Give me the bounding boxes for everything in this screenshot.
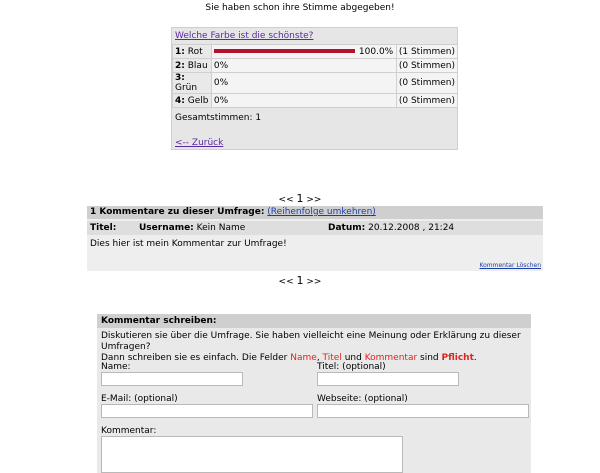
pagination-top: [0, 192, 600, 205]
back-link[interactable]: <-- Zurück: [175, 138, 224, 148]
email-label: E-Mail: (optional): [101, 394, 178, 404]
reverse-order-link[interactable]: (Reihenfolge umkehren): [267, 207, 376, 217]
option-number: 1:: [175, 46, 185, 57]
comment-meta: [87, 221, 543, 235]
comment-date: 20.12.2008 , 21:24: [368, 223, 455, 233]
option-votes: (0 Stimmen): [396, 73, 457, 94]
poll-option-row: [173, 45, 458, 59]
intro-text: Dann schreiben sie es einfach. Die Felder: [101, 353, 291, 363]
name-input[interactable]: [101, 372, 243, 386]
option-percent: 0%: [213, 78, 229, 88]
comment-date-label: Datum:: [328, 223, 366, 233]
form-heading: Kommentar schreiben:: [101, 316, 217, 326]
title-label: Titel: (optional): [317, 362, 386, 372]
comment-username-label: Username:: [139, 223, 194, 233]
option-name: Grün: [175, 83, 198, 93]
prev-page-link[interactable]: <<: [278, 195, 294, 205]
required-field-comment: Kommentar: [364, 353, 418, 363]
option-percent: 0%: [213, 60, 229, 71]
required-field-title: Titel: [322, 353, 342, 363]
option-votes: (1 Stimmen): [396, 45, 457, 59]
name-label: Name:: [101, 362, 131, 372]
intro-text: und: [341, 353, 365, 363]
required-field-name: Name: [290, 353, 317, 363]
option-number: 3:: [175, 73, 185, 83]
option-number: 4:: [175, 95, 185, 106]
prev-page-link[interactable]: <<: [278, 277, 294, 287]
form-intro: [101, 331, 529, 364]
form-header: [97, 314, 531, 328]
next-page-link[interactable]: >>: [306, 277, 322, 287]
website-input[interactable]: [317, 404, 529, 418]
poll-bar: [214, 49, 355, 53]
poll-results: [171, 27, 458, 150]
poll-results-table: [172, 44, 458, 108]
website-label: Webseite: (optional): [317, 394, 408, 404]
option-percent: 0%: [213, 95, 229, 106]
option-name: Gelb: [187, 95, 209, 106]
poll-option-row: [173, 73, 458, 94]
email-input[interactable]: [101, 404, 313, 418]
current-page: 1: [296, 192, 304, 205]
comments-header: [87, 206, 543, 219]
title-input[interactable]: [317, 372, 459, 386]
required-word: Pflicht: [441, 353, 474, 363]
option-name: Blau: [187, 60, 208, 71]
option-percent: 100.0%: [358, 46, 394, 57]
comments-section: [87, 206, 543, 271]
pagination-bottom: [0, 274, 600, 287]
intro-text: ,: [316, 353, 323, 363]
comment-label: Kommentar:: [101, 426, 157, 436]
intro-text: .: [473, 353, 477, 363]
comments-count: 1 Kommentare zu dieser Umfrage:: [90, 207, 265, 217]
option-number: 2:: [175, 60, 185, 71]
comment-title-label: Titel:: [90, 223, 117, 233]
intro-text: Diskutieren sie über die Umfrage. Sie haben vielleicht eine Meinung oder Erklärung zu dieser Umfragen?: [101, 331, 521, 352]
comment-textarea[interactable]: [101, 436, 403, 473]
comment-username: Kein Name: [196, 223, 246, 233]
total-votes: Gesamtstimmen: 1: [175, 113, 262, 123]
comment-body: Dies hier ist mein Kommentar zur Umfrage!: [90, 239, 287, 249]
vote-notice: Sie haben schon ihre Stimme abgegeben!: [205, 3, 395, 13]
option-votes: (0 Stimmen): [396, 94, 457, 108]
option-name: Rot: [187, 46, 203, 57]
intro-text: sind: [417, 353, 442, 363]
current-page: 1: [296, 274, 304, 287]
next-page-link[interactable]: >>: [306, 195, 322, 205]
poll-question-link[interactable]: Welche Farbe ist die schönste?: [175, 31, 314, 41]
poll-option-row: [173, 94, 458, 108]
poll-option-row: [173, 59, 458, 73]
delete-comment-link[interactable]: Kommentar Löschen: [479, 262, 541, 269]
comment-form: [97, 314, 531, 473]
option-votes: (0 Stimmen): [396, 59, 457, 73]
